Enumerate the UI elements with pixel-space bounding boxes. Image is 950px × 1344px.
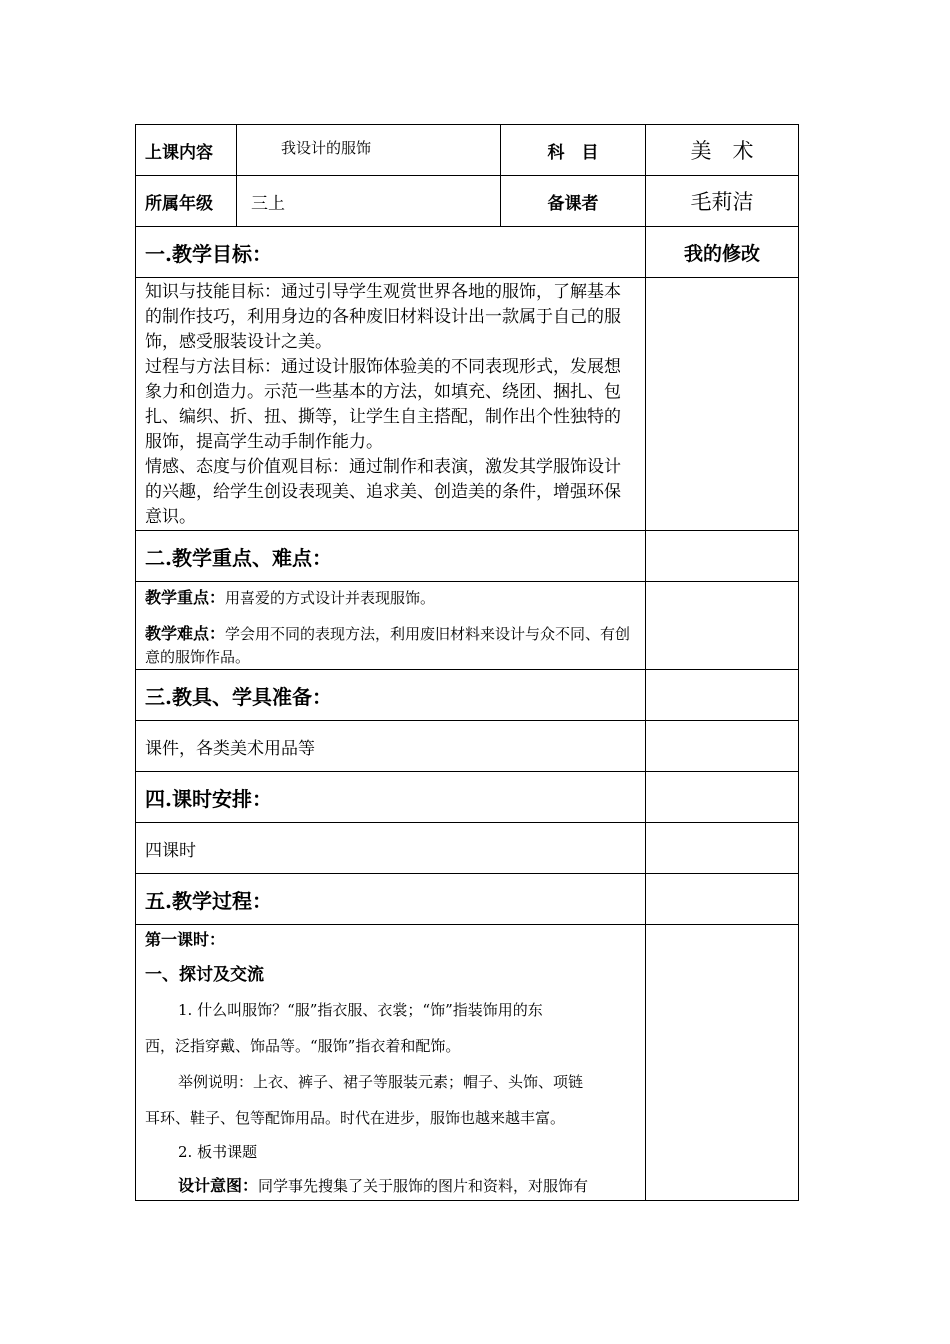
objective-process: 过程与方法目标：通过设计服饰体验美的不同表现形式，发展想象力和创造力。示范一些基本的方法，如填充、绕团、捆扎、包扎、编织、折、扭、撕等，让学生自主搭配，制作出个性独特的服饰，提高学生动手制作能力。: [145, 357, 621, 452]
item-1-cont: 西，泛指穿戴、饰品等。“服饰”指衣着和配饰。: [145, 1037, 461, 1055]
key-points: [136, 582, 646, 670]
section4-title: 四.课时安排：: [136, 772, 646, 823]
content-value: 我设计的服饰: [237, 125, 501, 176]
item-1: 1. 什么叫服饰？“服”指衣服、衣裳；“饰”指装饰用的东: [178, 1001, 543, 1019]
difficulty-label: 教学难点：: [145, 624, 226, 643]
design-label: 设计意图：: [178, 1176, 259, 1195]
preparer-label: 备课者: [501, 176, 646, 227]
content-label: 上课内容: [136, 125, 237, 176]
section1-body-row: [136, 278, 799, 531]
revision-cell: [646, 531, 799, 582]
process-text: [136, 925, 646, 1201]
section2-body-row: [136, 582, 799, 670]
section4-body-row: [136, 823, 799, 874]
revision-cell: [646, 874, 799, 925]
lesson-plan-table: [135, 124, 799, 1201]
item-2: 2. 板书课题: [178, 1143, 258, 1161]
key-text: 用喜爱的方式设计并表现服饰。: [225, 589, 436, 607]
section3-title: 三.教具、学具准备：: [136, 670, 646, 721]
subject-label: 科 目: [501, 125, 646, 176]
materials-text: 课件，各类美术用品等: [136, 721, 646, 772]
schedule-text: 四课时: [136, 823, 646, 874]
revision-cell: [646, 278, 799, 531]
section3-body-row: [136, 721, 799, 772]
example-cont: 耳环、鞋子、包等配饰用品。时代在进步，服饰也越来越丰富。: [145, 1109, 566, 1127]
grade-value: 三上: [237, 176, 501, 227]
example-text: 举例说明：上衣、裤子、裙子等服装元素；帽子、头饰、项链: [178, 1073, 584, 1091]
revision-cell: [646, 721, 799, 772]
header-row-content: [136, 125, 799, 176]
difficulty-text: 学会用不同的表现方法，利用废旧材料来设计与众不同、有创意的服饰作品。: [145, 625, 631, 666]
section5-title: 五.教学过程：: [136, 874, 646, 925]
preparer-value: 毛莉洁: [646, 176, 799, 227]
section2-title: 二.教学重点、难点：: [136, 531, 646, 582]
section5-title-row: [136, 874, 799, 925]
section1-title: 一.教学目标：: [136, 227, 646, 278]
revision-cell: [646, 582, 799, 670]
revision-cell: [646, 925, 799, 1201]
design-text: 同学事先搜集了关于服饰的图片和资料，对服饰有: [258, 1177, 589, 1195]
header-row-grade: [136, 176, 799, 227]
revision-label: 我的修改: [646, 227, 799, 278]
key-label: 教学重点：: [145, 588, 226, 607]
section5-body-row: [136, 925, 799, 1201]
objective-knowledge: 知识与技能目标：通过引导学生观赏世界各地的服饰，了解基本的制作技巧，利用身边的各种废旧材料设计出一款属于自己的服饰，感受服装设计之美。: [145, 282, 621, 352]
section3-title-row: [136, 670, 799, 721]
subject-value: 美 术: [646, 125, 799, 176]
grade-label: 所属年级: [136, 176, 237, 227]
lesson-label: 第一课时：: [145, 930, 226, 949]
section1-title-row: [136, 227, 799, 278]
section2-title-row: [136, 531, 799, 582]
objectives-text: [136, 278, 646, 531]
part-title: 一、探讨及交流: [145, 965, 264, 985]
revision-cell: [646, 670, 799, 721]
section4-title-row: [136, 772, 799, 823]
revision-cell: [646, 772, 799, 823]
objective-attitude: 情感、态度与价值观目标：通过制作和表演，激发其学服饰设计的兴趣，给学生创设表现美、追求美、创造美的条件，增强环保意识。: [145, 457, 621, 527]
revision-cell: [646, 823, 799, 874]
